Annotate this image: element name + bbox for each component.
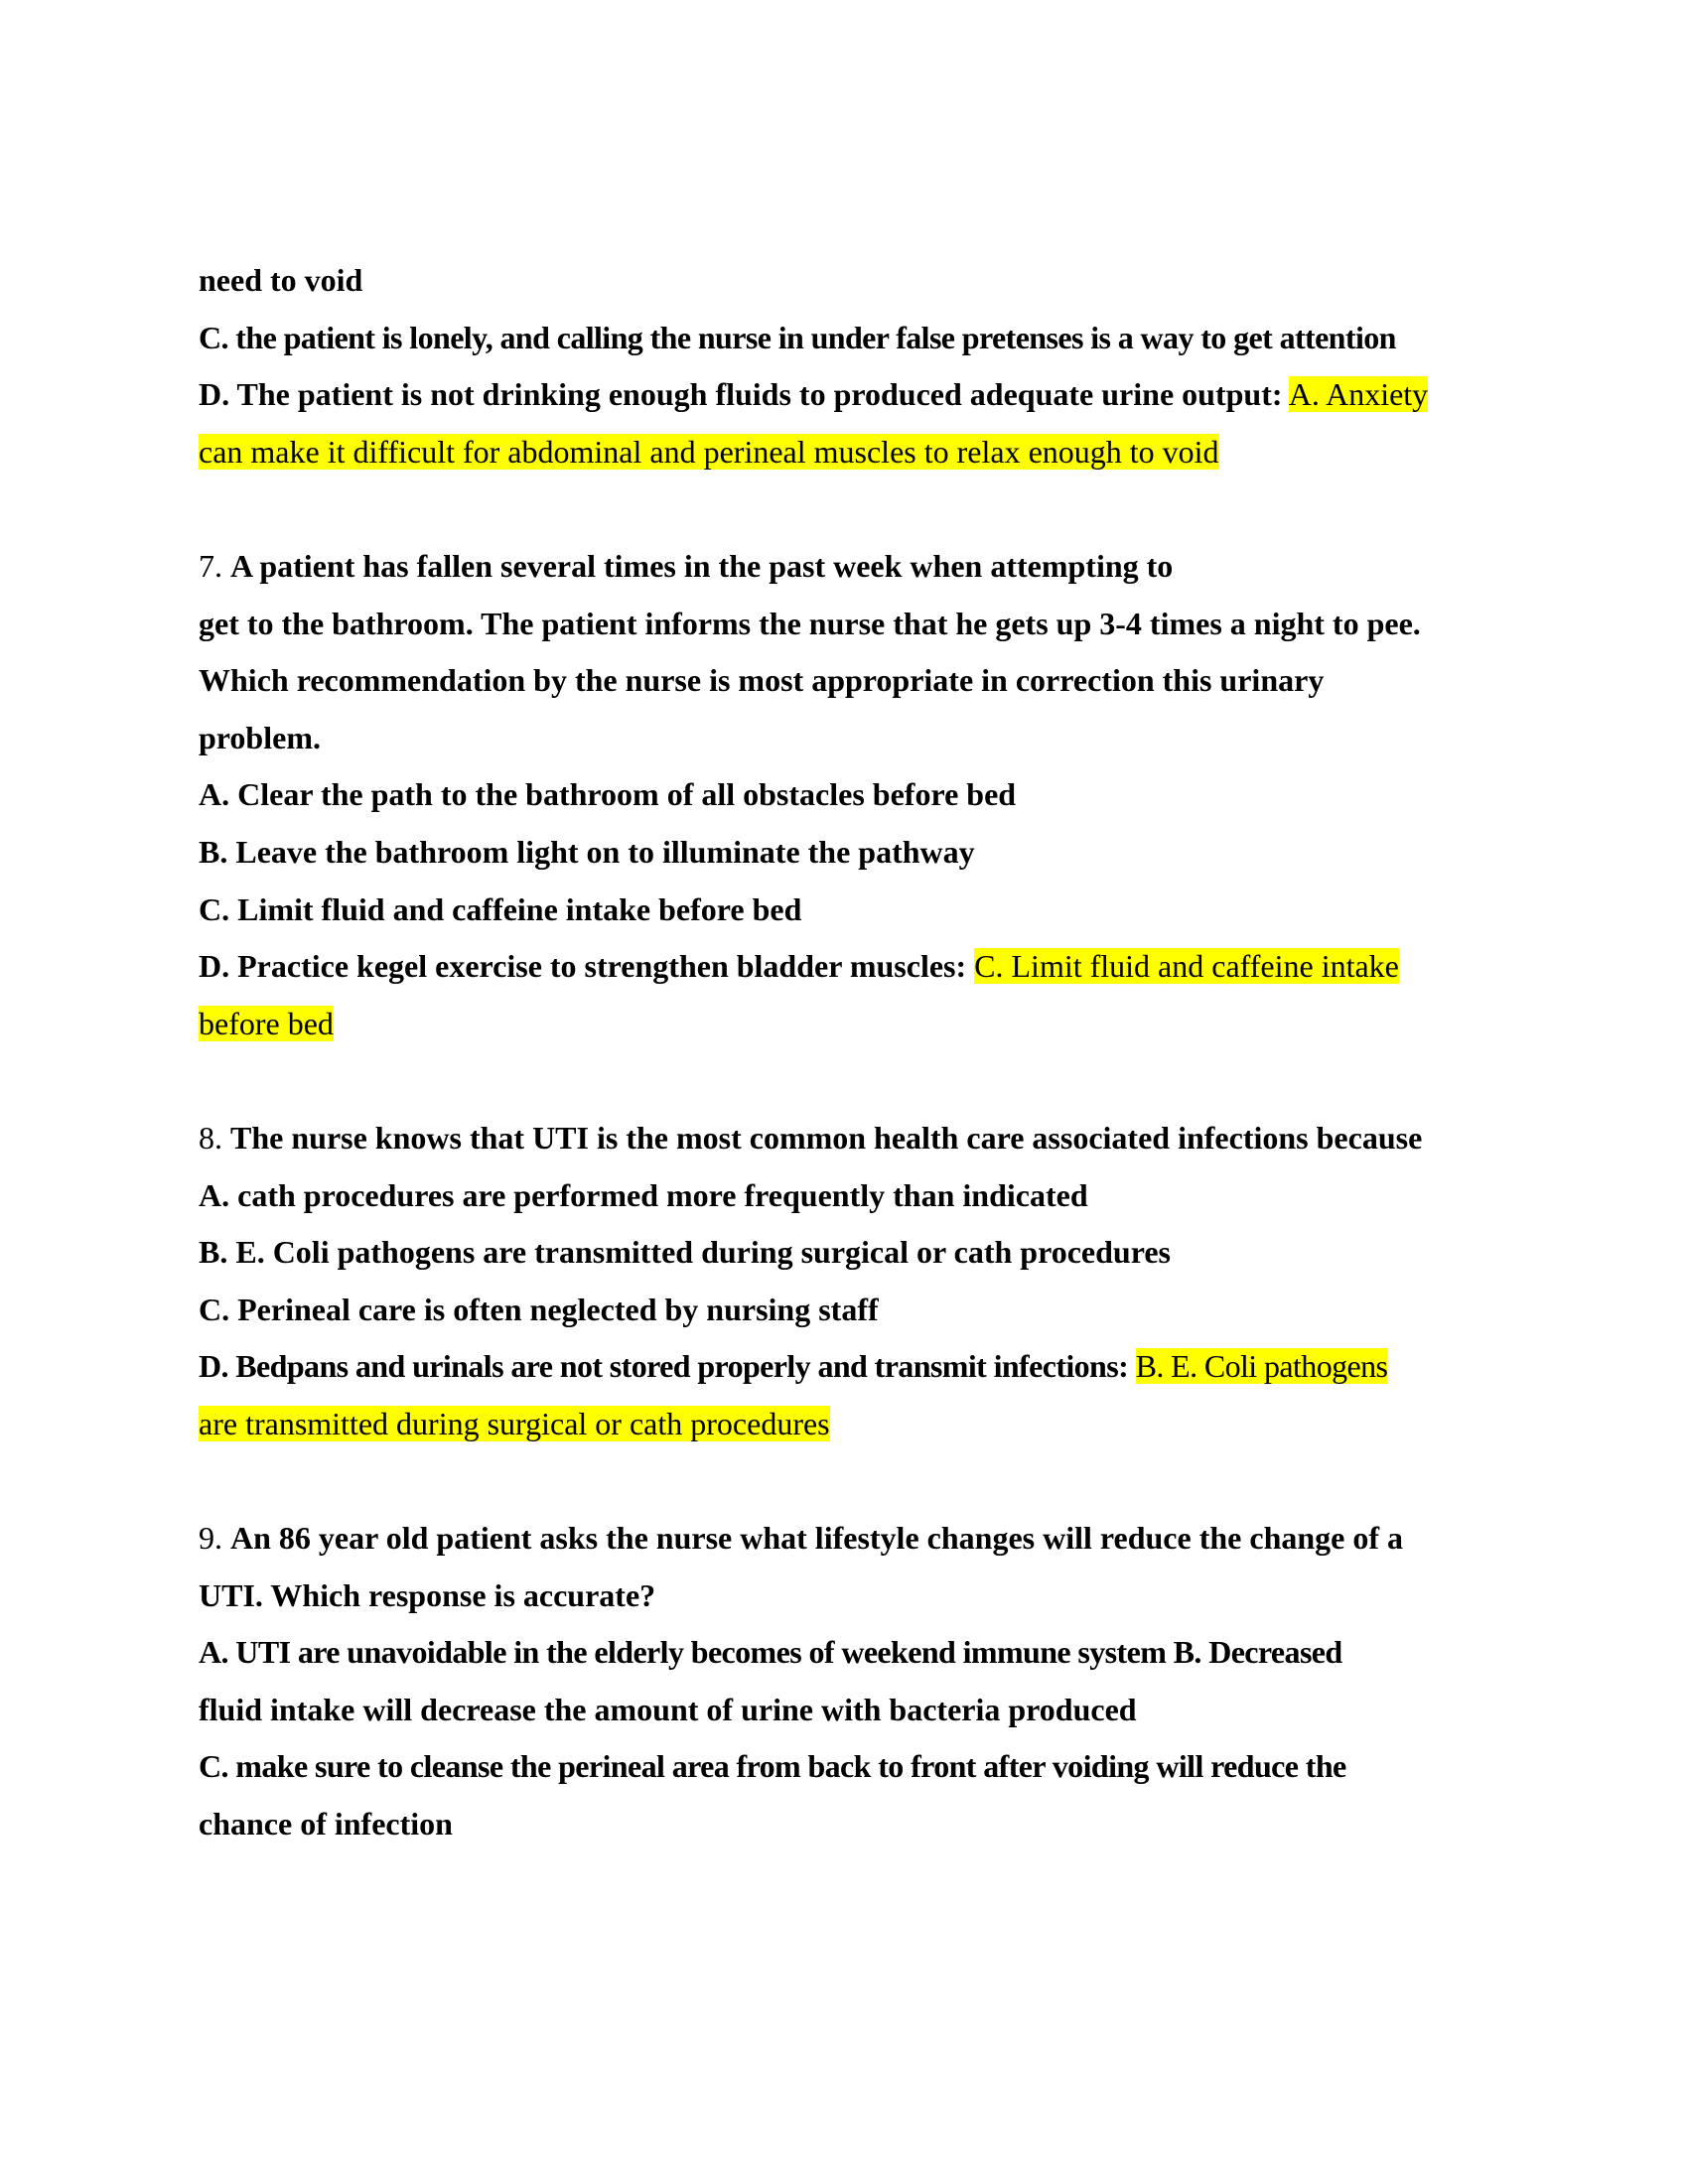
q9-options-line-4: chance of infection xyxy=(199,1806,453,1843)
q9-stem-text: An 86 year old patient asks the nurse what lifestyle changes will reduce the change of a xyxy=(230,1520,1404,1557)
spacer xyxy=(199,1452,1489,1510)
q9-number: 9. xyxy=(199,1520,222,1557)
spacer xyxy=(199,480,1489,538)
q9-options-line-2: fluid intake will decrease the amount of urine with bacteria produced xyxy=(199,1691,1137,1727)
q8-option-d: D. Bedpans and urinals are not stored properly and transmit infections: xyxy=(199,1348,1129,1385)
q7-option-a: A. Clear the path to the bathroom of all obstacles before bed xyxy=(199,776,1017,813)
q7-answer-line xyxy=(199,996,1489,1053)
q7-option-d-line xyxy=(199,938,1489,996)
q7-answer-highlight: C. Limit fluid and caffeine intake xyxy=(974,948,1399,985)
q8-option-b: B. E. Coli pathogens are transmitted during surgical or cath procedures xyxy=(199,1234,1171,1271)
q6-stem-continuation: need to void xyxy=(199,262,363,298)
document-body xyxy=(199,252,1489,1853)
q6-answer-line xyxy=(199,424,1489,481)
q7-stem-line-4: problem. xyxy=(199,719,321,755)
q8-stem-text: The nurse knows that UTI is the most common health care associated infections because xyxy=(230,1119,1423,1156)
q9-options-line-3: C. make sure to cleanse the perineal area from back to front after voiding will reduce the xyxy=(199,1748,1346,1785)
spacer xyxy=(199,1052,1489,1110)
q6-answer-highlight-cont: can make it difficult for abdominal and perineal muscles to relax enough to void xyxy=(199,433,1219,470)
q7-stem-line-1 xyxy=(199,538,1489,596)
q7-option-c: C. Limit fluid and caffeine intake before bed xyxy=(199,890,802,927)
q7-stem-line-3: Which recommendation by the nurse is most appropriate in correction this urinary xyxy=(199,662,1325,699)
q8-answer-highlight-cont: are transmitted during surgical or cath procedures xyxy=(199,1405,830,1441)
q8-answer-highlight: B. E. Coli pathogens xyxy=(1135,1348,1388,1385)
q8-option-d-line xyxy=(199,1338,1489,1396)
q8-option-c: C. Perineal care is often neglected by nursing staff xyxy=(199,1291,879,1327)
q8-answer-line xyxy=(199,1396,1489,1453)
q7-stem-text: A patient has fallen several times in the past week when attempting to xyxy=(230,547,1174,584)
q8-stem-line-1 xyxy=(199,1110,1489,1167)
q9-stem-line-2: UTI. Which response is accurate? xyxy=(199,1576,656,1613)
q7-answer-highlight-cont: before bed xyxy=(199,1005,334,1041)
q6-option-d-line xyxy=(199,366,1489,424)
q8-number: 8. xyxy=(199,1119,222,1156)
q8-option-a: A. cath procedures are performed more frequently than indicated xyxy=(199,1176,1088,1213)
q6-answer-highlight: A. Anxiety xyxy=(1288,376,1429,413)
q7-number: 7. xyxy=(199,547,222,584)
q7-option-d: D. Practice kegel exercise to strengthen bladder muscles: xyxy=(199,948,967,985)
q6-option-c: C. the patient is lonely, and calling the nurse in under false pretenses is a way to get attention xyxy=(199,319,1396,355)
q9-stem-line-1 xyxy=(199,1510,1489,1568)
q6-option-d: D. The patient is not drinking enough fluids to produced adequate urine output: xyxy=(199,376,1283,413)
q7-stem-line-2: get to the bathroom. The patient informs the nurse that he gets up 3-4 times a night to pee. xyxy=(199,605,1421,641)
q7-option-b: B. Leave the bathroom light on to illuminate the pathway xyxy=(199,833,975,870)
q9-options-line-1: A. UTI are unavoidable in the elderly becomes of weekend immune system B. Decreased xyxy=(199,1634,1342,1671)
